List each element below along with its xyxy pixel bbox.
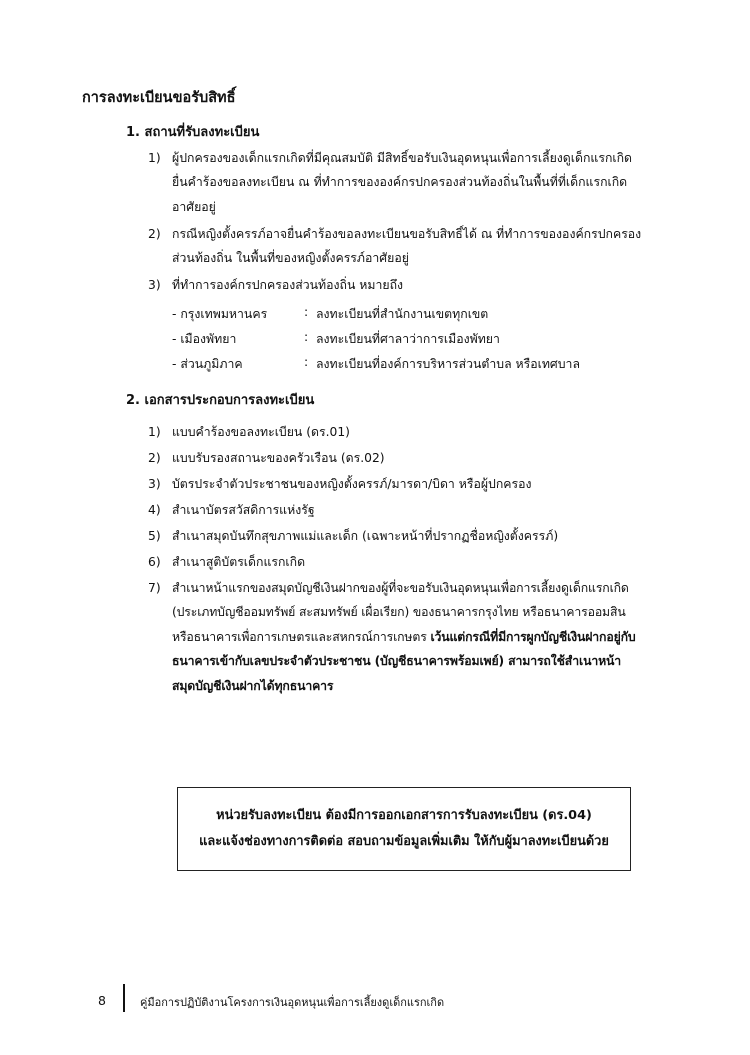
- item-number: 7): [148, 581, 161, 595]
- location-description: ลงทะเบียนที่ศาลาว่าการเมืองพัทยา: [316, 332, 500, 346]
- item-number: 1): [148, 151, 161, 165]
- item-number: 1): [148, 425, 161, 439]
- item-text: ผู้ปกครองของเด็กแรกเกิดที่มีคุณสมบัติ มีสิทธิ์ขอรับเงินอุดหนุนเพื่อการเลี้ยงดูเด็กแรกเกิด ยื่นคำร้องขอลงทะเบียน ณ ที่ทำการขององค์กรปกครองส่วนท้องถิ่นในพื้นที่ที่เด็กแรกเกิดอาศัยอยู่: [172, 151, 633, 214]
- location-name: - เมืองพัทยา: [172, 332, 237, 346]
- item-text: สำเนาสมุดบันทึกสุขภาพแม่และเด็ก (เฉพาะหน้าที่ปรากฏชื่อหญิงตั้งครรภ์): [172, 529, 559, 543]
- section-1-item-2: [148, 222, 643, 271]
- notice-line-1: หน่วยรับลงทะเบียน ต้องมีการออกเอกสารการรับลงทะเบียน (ดร.04): [216, 808, 592, 823]
- item-text: สำเนาบัตรสวัสดิการแห่งรัฐ: [172, 503, 315, 517]
- item-number: 3): [148, 477, 161, 491]
- footer-divider: [123, 984, 125, 1012]
- section-2-item-6: [148, 550, 643, 574]
- item-text: บัตรประจำตัวประชาชนของหญิงตั้งครรภ์/มารดา/บิดา หรือผู้ปกครอง: [172, 477, 532, 491]
- location-colon: :: [304, 355, 309, 369]
- item-text: กรณีหญิงตั้งครรภ์อาจยื่นคำร้องขอลงทะเบียนขอรับสิทธิ์ได้ ณ ที่ทำการขององค์กรปกครองส่วนท้องถิ่น ในพื้นที่ของหญิงตั้งครรภ์อาศัยอยู่: [172, 227, 642, 266]
- item-text-regular: สำเนาหน้าแรกของสมุดบัญชีเงินฝากของผู้ที่จะขอรับเงินอุดหนุนเพื่อการเลี้ยงดูเด็กแรกเกิด (ประเภทบัญชีออมทรัพย์ สะสมทรัพย์ เผื่อเรียก) ของธนาคารกรุงไทย หรือธนาคารออมสิน หรือธนาคารเพื่อการเกษตรและสหกรณ์การเกษตร: [172, 581, 629, 644]
- item-text: [172, 576, 643, 698]
- section-2-item-2: [148, 446, 643, 470]
- notice-line-2: และแจ้งช่องทางการติดต่อ สอบถามข้อมูลเพิ่มเติม ให้กับผู้มาลงทะเบียนด้วย: [199, 834, 609, 849]
- item-text: แบบรับรองสถานะของครัวเรือน (ดร.02): [172, 451, 385, 465]
- item-text: แบบคำร้องขอลงทะเบียน (ดร.01): [172, 425, 350, 439]
- item-text-emphasis: เว้นแต่กรณีที่มีการผูกบัญชีเงินฝากอยู่กับธนาคารเข้ากับเลขประจำตัวประชาชน (บัญชีธนาคารพร้อมเพย์) สามารถใช้สำเนาหน้าสมุดบัญชีเงินฝากได้ทุกธนาคาร: [172, 629, 636, 693]
- section-1-item-3: [148, 273, 643, 297]
- item-number: 6): [148, 555, 161, 569]
- section-2-item-7: [148, 576, 643, 698]
- section-2-item-3: [148, 472, 643, 496]
- location-name: - กรุงเทพมหานคร: [172, 307, 268, 321]
- item-number: 4): [148, 503, 161, 517]
- location-colon: :: [304, 330, 309, 344]
- notice-box: [177, 787, 631, 871]
- item-text: สำเนาสูติบัตรเด็กแรกเกิด: [172, 555, 306, 569]
- item-number: 3): [148, 278, 161, 292]
- page-title: การลงทะเบียนขอรับสิทธิ์: [82, 90, 236, 106]
- section-2-heading: 2. เอกสารประกอบการลงทะเบียน: [126, 393, 315, 408]
- location-description: ลงทะเบียนที่องค์การบริหารส่วนตำบล หรือเทศบาล: [316, 357, 580, 371]
- item-number: 2): [148, 227, 161, 241]
- item-text: ที่ทำการองค์กรปกครองส่วนท้องถิ่น หมายถึง: [172, 278, 404, 292]
- page-number: 8: [98, 993, 106, 1008]
- section-2-item-4: [148, 498, 643, 522]
- location-colon: :: [304, 305, 309, 319]
- section-1-item-1: [148, 146, 643, 219]
- location-name: - ส่วนภูมิภาค: [172, 357, 243, 371]
- section-1-heading: 1. สถานที่รับลงทะเบียน: [126, 125, 260, 140]
- section-2-item-5: [148, 524, 643, 548]
- item-number: 5): [148, 529, 161, 543]
- section-2-item-1: [148, 420, 643, 444]
- footer-title: คู่มือการปฏิบัติงานโครงการเงินอุดหนุนเพื่อการเลี้ยงดูเด็กแรกเกิด: [140, 996, 445, 1009]
- item-number: 2): [148, 451, 161, 465]
- location-description: ลงทะเบียนที่สำนักงานเขตทุกเขต: [316, 307, 489, 321]
